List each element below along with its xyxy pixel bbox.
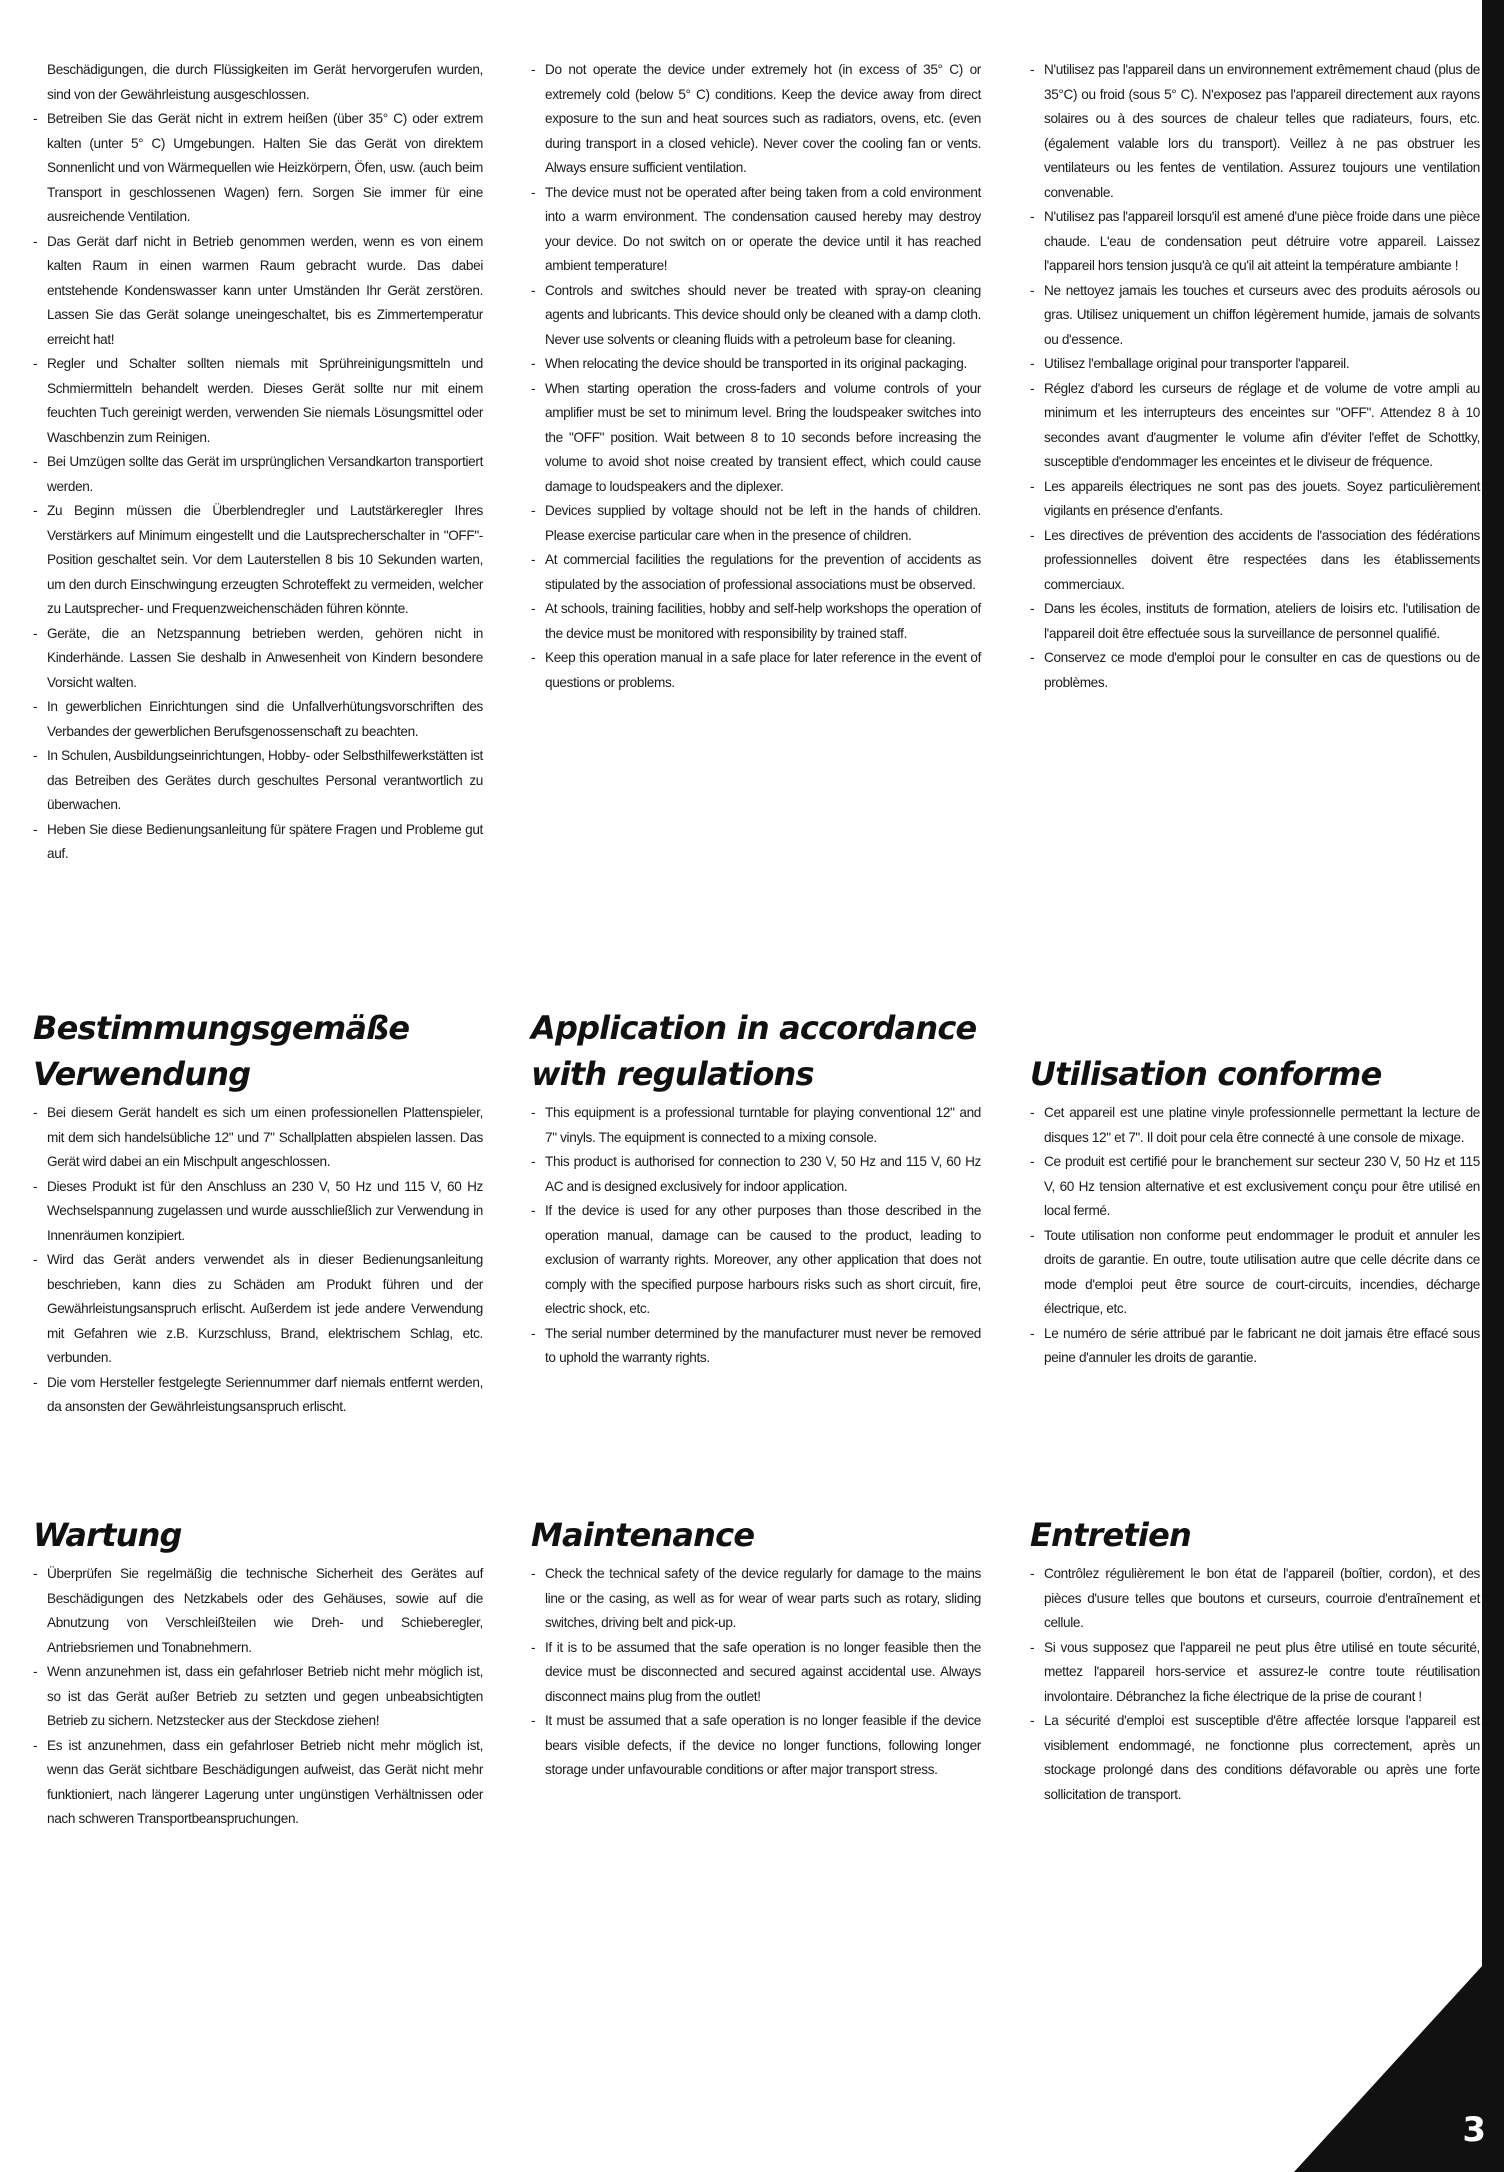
list-item: - Check the technical safety of the device regularly for damage to the mains line or the casing, as well as for wear of wear parts such as rotary, sliding switches, driving belt and pick-up. [531, 1562, 981, 1636]
de-safety-list [33, 58, 483, 867]
list-item: - Réglez d'abord les curseurs de réglage et de volume de votre ampli au minimum et les interrupteurs des enceintes sur "OFF". Attendez 8 à 10 secondes avant d'augmenter le volume afin d'éviter l'effet de Schottky, susceptible d'endommager les enceintes et le diviseur de fréquence. [1030, 377, 1480, 475]
list-item: - The device must not be operated after being taken from a cold environment into a warm environment. The condensation caused hereby may destroy your device. Do not switch on or operate the device until it has reached ambient temperature! [531, 181, 981, 279]
list-item: - Les directives de prévention des accidents de l'association des fédérations professionnelles doivent être respectées dans les établissements commerciaux. [1030, 524, 1480, 598]
list-item: - When relocating the device should be transported in its original packaging. [531, 352, 981, 377]
list-item: - Conservez ce mode d'emploi pour le consulter en cas de questions ou de problèmes. [1030, 646, 1480, 695]
list-item: - The serial number determined by the manufacturer must never be removed to uphold the warranty rights. [531, 1322, 981, 1371]
page-number: 3 [1462, 2110, 1486, 2150]
en-safety-section [531, 58, 981, 695]
list-item: - Dieses Produkt ist für den Anschluss an 230 V, 50 Hz und 115 V, 60 Hz Wechselspannung zugelassen und wurde ausschließlich zur Verwendung in Innenräumen konzipiert. [33, 1175, 483, 1249]
en-safety-list [531, 58, 981, 695]
list-item: - Controls and switches should never be treated with spray-on cleaning agents and lubricants. This device should only be cleaned with a damp cloth. Never use solvents or cleaning fluids with a petroleum base for cleaning. [531, 279, 981, 353]
list-item: - It must be assumed that a safe operation is no longer feasible if the device bears visible defects, if the device no longer functions, following longer storage under unfavourable conditions or after major transport stress. [531, 1709, 981, 1783]
list-item: - Geräte, die an Netzspannung betrieben werden, gehören nicht in Kinderhände. Lassen Sie deshalb in Anwesenheit von Kindern besondere Vorsicht walten. [33, 622, 483, 696]
de-application-section [33, 1005, 483, 1420]
list-item: - At schools, training facilities, hobby and self-help workshops the operation of the device must be monitored with responsibility by trained staff. [531, 597, 981, 646]
fr-maintenance-section [1030, 1512, 1480, 1807]
fr-application-list [1030, 1101, 1480, 1371]
list-item: - Ne nettoyez jamais les touches et curseurs avec des produits aérosols ou gras. Utilisez uniquement un chiffon légèrement humide, jamais de solvants ou d'essence. [1030, 279, 1480, 353]
fr-safety-section [1030, 58, 1480, 695]
list-item: - Devices supplied by voltage should not be left in the hands of children. Please exercise particular care when in the presence of children. [531, 499, 981, 548]
list-item: - Ce produit est certifié pour le branchement sur secteur 230 V, 50 Hz et 115 V, 60 Hz tension alternative et est exclusivement conçu pour être utilisé en local fermé. [1030, 1150, 1480, 1224]
list-item: - Bei diesem Gerät handelt es sich um einen professionellen Plattenspieler, mit dem sich handelsübliche 12" und 7" Schallplatten abspielen lassen. Das Gerät wird dabei an ein Mischpult angeschlossen. [33, 1101, 483, 1175]
list-item: - Es ist anzunehmen, dass ein gefahrloser Betrieb nicht mehr möglich ist, wenn das Gerät sichtbare Beschädigungen aufweist, das Gerät nicht mehr funktioniert, nach längerer Lagerung unter ungünstigen Verhältnissen oder nach schweren Transportbeanspruchungen. [33, 1734, 483, 1832]
fr-maintenance-list [1030, 1562, 1480, 1807]
list-item: - Wenn anzunehmen ist, dass ein gefahrloser Betrieb nicht mehr möglich ist, so ist das Gerät außer Betrieb zu setzten und gegen unbeabsichtigten Betrieb zu sichern. Netzstecker aus der Steckdose ziehen! [33, 1660, 483, 1734]
list-item: - If it is to be assumed that the safe operation is no longer feasible then the device must be disconnected and secured against accidental use. Always disconnect mains plug from the outlet! [531, 1636, 981, 1710]
en-application-heading: Application in accordance with regulations [531, 1009, 977, 1093]
list-item: - Wird das Gerät anders verwendet als in dieser Bedienungsanleitung beschrieben, kann dies zu Schäden am Produkt führen und der Gewährleistungsanspruch erlischt. Außerdem ist jede andere Verwendung mit Gefahren wie z.B. Kurzschluss, Brand, elektrischem Schlag, etc. verbunden. [33, 1248, 483, 1371]
list-item: - At commercial facilities the regulations for the prevention of accidents as stipulated by the association of professional associations must be observed. [531, 548, 981, 597]
fr-application-heading: Utilisation conforme [1030, 1055, 1382, 1093]
list-item: - Do not operate the device under extremely hot (in excess of 35° C) or extremely cold (below 5° C) conditions. Keep the device away from direct exposure to the sun and heat sources such as radiators, ovens, etc. (even during transport in a closed vehicle). Never cover the cooling fan or vents. Always ensure sufficient ventilation. [531, 58, 981, 181]
list-item: - N'utilisez pas l'appareil lorsqu'il est amené d'une pièce froide dans une pièce chaude. L'eau de condensation peut détruire votre appareil. Laissez l'appareil hors tension jusqu'à ce qu'il ait atteint la température ambiante ! [1030, 205, 1480, 279]
de-maintenance-heading: Wartung [33, 1516, 182, 1554]
list-item: - Keep this operation manual in a safe place for later reference in the event of questions or problems. [531, 646, 981, 695]
list-item: - In gewerblichen Einrichtungen sind die Unfallverhütungsvorschriften des Verbandes der gewerblichen Berufsgenossenschaft zu beachten. [33, 695, 483, 744]
list-item: - Betreiben Sie das Gerät nicht in extrem heißen (über 35° C) oder extrem kalten (unter 5° C) Umgebungen. Halten Sie das Gerät von direktem Sonnenlicht und von Wärmequellen wie Heizkörpern, Öfen, usw. (auch beim Transport in geschlossenen Wagen) fern. Sorgen Sie immer für eine ausreichende Ventilation. [33, 107, 483, 230]
en-application-list [531, 1101, 981, 1371]
fr-maintenance-heading: Entretien [1030, 1516, 1191, 1554]
list-item: - This product is authorised for connection to 230 V, 50 Hz and 115 V, 60 Hz AC and is designed exclusively for indoor application. [531, 1150, 981, 1199]
list-item: - Heben Sie diese Bedienungsanleitung für spätere Fragen und Probleme gut auf. [33, 818, 483, 867]
list-item: - In Schulen, Ausbildungseinrichtungen, Hobby- oder Selbsthilfewerkstätten ist das Betreiben des Gerätes durch geschultes Personal verantwortlich zu überwachen. [33, 744, 483, 818]
page-edge-bar [1482, 0, 1504, 2172]
fr-safety-list [1030, 58, 1480, 695]
list-item: - Utilisez l'emballage original pour transporter l'appareil. [1030, 352, 1480, 377]
list-item: Beschädigungen, die durch Flüssigkeiten im Gerät hervorgerufen wurden, sind von der Gewährleistung ausgeschlossen. [47, 62, 483, 102]
list-item: - Les appareils électriques ne sont pas des jouets. Soyez particulièrement vigilants en présence d'enfants. [1030, 475, 1480, 524]
list-item: - When starting operation the cross-faders and volume controls of your amplifier must be set to minimum level. Bring the loudspeaker switches into the "OFF" position. Wait between 8 to 10 seconds before increasing the volume to avoid shot noise created by transient effect, which could cause damage to loudspeakers and the diplexer. [531, 377, 981, 500]
list-item: - Die vom Hersteller festgelegte Seriennummer darf niemals entfernt werden, da ansonsten der Gewährleistungsanspruch erlischt. [33, 1371, 483, 1420]
list-item: - This equipment is a professional turntable for playing conventional 12" and 7" vinyls. The equipment is connected to a mixing console. [531, 1101, 981, 1150]
list-item: - Toute utilisation non conforme peut endommager le produit et annuler les droits de garantie. En outre, toute utilisation autre que celle décrite dans ce mode d'emploi peut être source de court-circuits, incendies, décharge électrique, etc. [1030, 1224, 1480, 1322]
fr-application-section [1030, 1005, 1480, 1371]
list-item: - Le numéro de série attribué par le fabricant ne doit jamais être effacé sous peine d'annuler les droits de garantie. [1030, 1322, 1480, 1371]
en-maintenance-list [531, 1562, 981, 1783]
list-item: - N'utilisez pas l'appareil dans un environnement extrêmement chaud (plus de 35°C) ou froid (sous 5° C). N'exposez pas l'appareil directement aux rayons solaires ou à des sources de chaleur telles que radiateurs, fours, etc. (également valable lors du transport). Veillez à ne pas obstruer les ventilateurs ou les fentes de ventilation. Assurez toujours une ventilation convenable. [1030, 58, 1480, 205]
de-maintenance-section [33, 1512, 483, 1832]
en-application-section [531, 1005, 981, 1371]
list-item: - Cet appareil est une platine vinyle professionnelle permettant la lecture de disques 12" et 7". Il doit pour cela être connecté à une console de mixage. [1030, 1101, 1480, 1150]
list-item: - Bei Umzügen sollte das Gerät im ursprünglichen Versandkarton transportiert werden. [33, 450, 483, 499]
list-item: - Überprüfen Sie regelmäßig die technische Sicherheit des Gerätes auf Beschädigungen des Netzkabels oder des Gehäuses, sowie auf die Abnutzung von Verschleißteilen wie Dreh- und Schieberegler, Antriebsriemen und Tonabnehmern. [33, 1562, 483, 1660]
de-application-list [33, 1101, 483, 1420]
de-safety-section [33, 58, 483, 867]
list-item: - Regler und Schalter sollten niemals mit Sprühreinigungsmitteln und Schmiermitteln behandelt werden. Dieses Gerät sollte nur mit einem feuchten Tuch gereinigt werden, verwenden Sie niemals Lösungsmittel oder Waschbenzin zum Reinigen. [33, 352, 483, 450]
list-item: - Zu Beginn müssen die Überblendregler und Lautstärkeregler Ihres Verstärkers auf Minimum eingestellt und die Lautsprecherschalter in "OFF"-Position geschaltet sein. Vor dem Lauterstellen 8 bis 10 Sekunden warten, um den durch Einschwingung erzeugten Schroteffekt zu vermeiden, welcher zu Lautsprecher- und Frequenzweichenschäden führen könnte. [33, 499, 483, 622]
list-item: - If the device is used for any other purposes than those described in the operation manual, damage can be caused to the product, leading to exclusion of warranty rights. Moreover, any other application that does not comply with the specified purpose harbours risks such as short circuit, fire, electric shock, etc. [531, 1199, 981, 1322]
list-item: - La sécurité d'emploi est susceptible d'être affectée lorsque l'appareil est visiblement endommagé, ne fonctionne plus correctement, après un stockage prolongé dans des conditions défavorable ou après une forte sollicitation de transport. [1030, 1709, 1480, 1807]
list-item: - Dans les écoles, instituts de formation, ateliers de loisirs etc. l'utilisation de l'appareil doit être effectuée sous la surveillance de personnel qualifié. [1030, 597, 1480, 646]
de-application-heading: Bestimmungsgemäße Verwendung [33, 1009, 410, 1093]
de-maintenance-list [33, 1562, 483, 1832]
list-item: - Das Gerät darf nicht in Betrieb genommen werden, wenn es von einem kalten Raum in einen warmen Raum gebracht wurde. Das dabei entstehende Kondenswasser kann unter Umständen Ihr Gerät zerstören. Lassen Sie das Gerät solange uneingeschaltet, bis es Zimmertemperatur erreicht hat! [33, 230, 483, 353]
en-maintenance-heading: Maintenance [531, 1516, 755, 1554]
list-item: - Contrôlez régulièrement le bon état de l'appareil (boîtier, cordon), et des pièces d'usure telles que boutons et curseurs, courroie d'entraînement et cellule. [1030, 1562, 1480, 1636]
list-item: - Si vous supposez que l'appareil ne peut plus être utilisé en toute sécurité, mettez l'appareil hors-service et assurez-le contre toute réutilisation involontaire. Débranchez la fiche électrique de la prise de courant ! [1030, 1636, 1480, 1710]
en-maintenance-section [531, 1512, 981, 1783]
